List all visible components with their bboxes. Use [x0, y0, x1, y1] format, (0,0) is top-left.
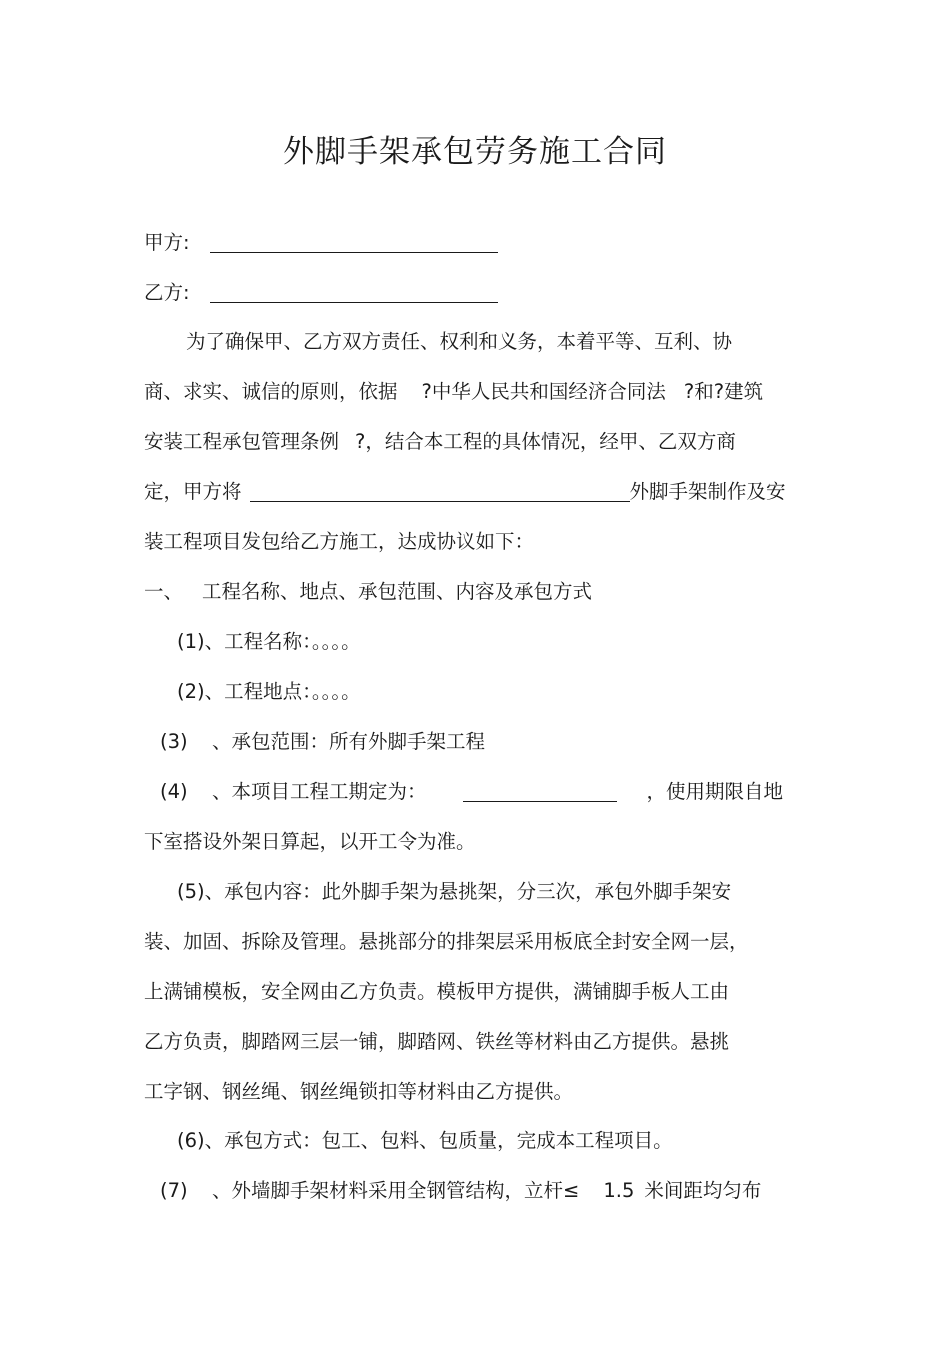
intro-line-2b: ?中华人民共和国经济合同法 — [421, 380, 666, 403]
intro-line-2a: 商、求实、诚信的原则，依据 — [144, 380, 398, 403]
intro-line-4b: 外脚手架制作及安 — [629, 480, 786, 503]
party-a-label: 甲方: — [144, 231, 190, 254]
item-6 — [177, 1127, 847, 1155]
section-1-number: 一、 — [144, 580, 184, 603]
item-7-number: (7) — [160, 1179, 188, 1202]
item-3-text: 、承包范围：所有外脚手架工程 — [212, 730, 486, 753]
item-4-text: 、本项目工程工期定为： — [212, 780, 427, 803]
item-1-number: (1) — [177, 630, 205, 653]
item-5-text: 、承包内容：此外脚手架为悬挑架，分三次，承包外脚手架安 — [204, 880, 732, 903]
intro-line-1: 为了确保甲、乙方双方责任、权利和义务，本着平等、互利、协 — [186, 330, 733, 353]
item-1-text: 、工程名称：。。。。 — [204, 630, 361, 653]
item-5-continued-4: 工字钢、钢丝绳、钢丝绳锁扣等材料由乙方提供。 — [144, 1080, 574, 1103]
item-4-continued: 下室搭设外架日算起，以开工令为准。 — [144, 830, 476, 853]
project-blank — [250, 481, 630, 502]
party-b-label: 乙方: — [144, 281, 190, 304]
section-1-text: 工程名称、地点、承包范围、内容及承包方式 — [202, 580, 593, 603]
item-5-continued-1: 装、加固、拆除及管理。悬挑部分的排架层采用板底全封安全网一层， — [144, 930, 749, 953]
item-1 — [177, 628, 847, 656]
intro-line-3 — [144, 428, 814, 456]
item-5-number: (5) — [177, 880, 205, 903]
intro-line-3a: 安装工程承包管理条例 — [144, 430, 340, 453]
item-4 — [160, 778, 830, 806]
item-3 — [160, 728, 830, 756]
item-7 — [160, 1177, 830, 1205]
item-5-continued-2: 上满铺模板，安全网由乙方负责。模板甲方提供，满铺脚手板人工由 — [144, 980, 730, 1003]
item-3-number: (3) — [160, 730, 188, 753]
section-1-heading — [144, 578, 814, 606]
item-6-number: (6) — [177, 1129, 205, 1152]
item-4-number: (4) — [160, 780, 188, 803]
intro-line-2 — [144, 378, 814, 406]
item-4-tail: ，使用期限自地 — [646, 780, 784, 803]
item-5 — [177, 878, 847, 906]
item-7-value: 1.5 — [603, 1179, 635, 1202]
intro-line-5: 装工程项目发包给乙方施工，达成协议如下： — [144, 530, 535, 553]
party-b-line — [144, 279, 814, 307]
party-a-blank — [210, 232, 498, 253]
party-b-blank — [210, 282, 498, 303]
period-blank — [463, 781, 617, 802]
intro-line-2c: ?和?建筑 — [683, 380, 764, 403]
item-2-text: 、工程地点：。。。。 — [204, 680, 361, 703]
item-6-text: 、承包方式：包工、包料、包质量，完成本工程项目。 — [204, 1129, 673, 1152]
party-a-line — [144, 229, 814, 257]
item-5-continued-3: 乙方负责，脚踏网三层一铺，脚踏网、铁丝等材料由乙方提供。悬挑 — [144, 1030, 730, 1053]
item-7-tail: 米间距均匀布 — [644, 1179, 762, 1202]
item-2-number: (2) — [177, 680, 205, 703]
intro-line-3b: ?，结合本工程的具体情况，经甲、乙双方商 — [355, 430, 736, 453]
page-title: 外脚手架承包劳务施工合同 — [283, 134, 667, 170]
intro-line-4 — [144, 478, 814, 506]
item-2 — [177, 678, 847, 706]
item-7-text: 、外墙脚手架材料采用全钢管结构，立杆≤ — [212, 1179, 580, 1202]
intro-line-4a: 定，甲方将 — [144, 480, 242, 503]
